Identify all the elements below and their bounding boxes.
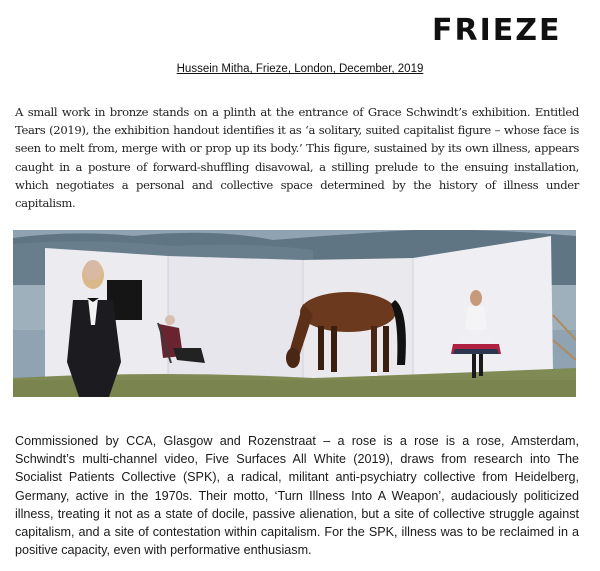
- byline-link[interactable]: Hussein Mitha, Frieze, London, December, 2019: [176, 63, 424, 75]
- frieze-logo: FRIEZE: [432, 13, 562, 48]
- intro-paragraph: A small work in bronze stands on a plinth at the entrance of Grace Schwindt’s exhibition. Entitled Tears (2019), the exhibition handout identifies it as ‘a solitary, suited capitalist figure – whose face is seen to melt from, merge with or prop up its body.’ This figure, sustained by its own illness, appears caught in a posture of forward-shuffling disavowal, a stilling prelude to the ensuing installation, which negotiates a personal and collective space determined by the history of illness under capitalism.: [15, 105, 579, 211]
- article-image: [13, 230, 576, 397]
- byline: [0, 63, 600, 75]
- video-still-illustration: [13, 230, 576, 397]
- body-paragraph: Commissioned by CCA, Glasgow and Rozenstraat – a rose is a rose is a rose, Amsterdam, Schwindt’s multi-channel video, Five Surfaces All White (2019), draws from research into The Socialist Patients Collective (SPK), a radical, militant anti-psychiatry collective from Heidelberg, Germany, active in the 1970s. Their motto, ‘Turn Illness Into A Weapon’, audaciously politicized illness, treating it not as a state of docile, passive alienation, but a site of collective struggle against capitalism, and a site of contestation within capitalism. For the SPK, illness was to be reclaimed in a positive capacity, even with performative enthusiasm.: [15, 434, 579, 558]
